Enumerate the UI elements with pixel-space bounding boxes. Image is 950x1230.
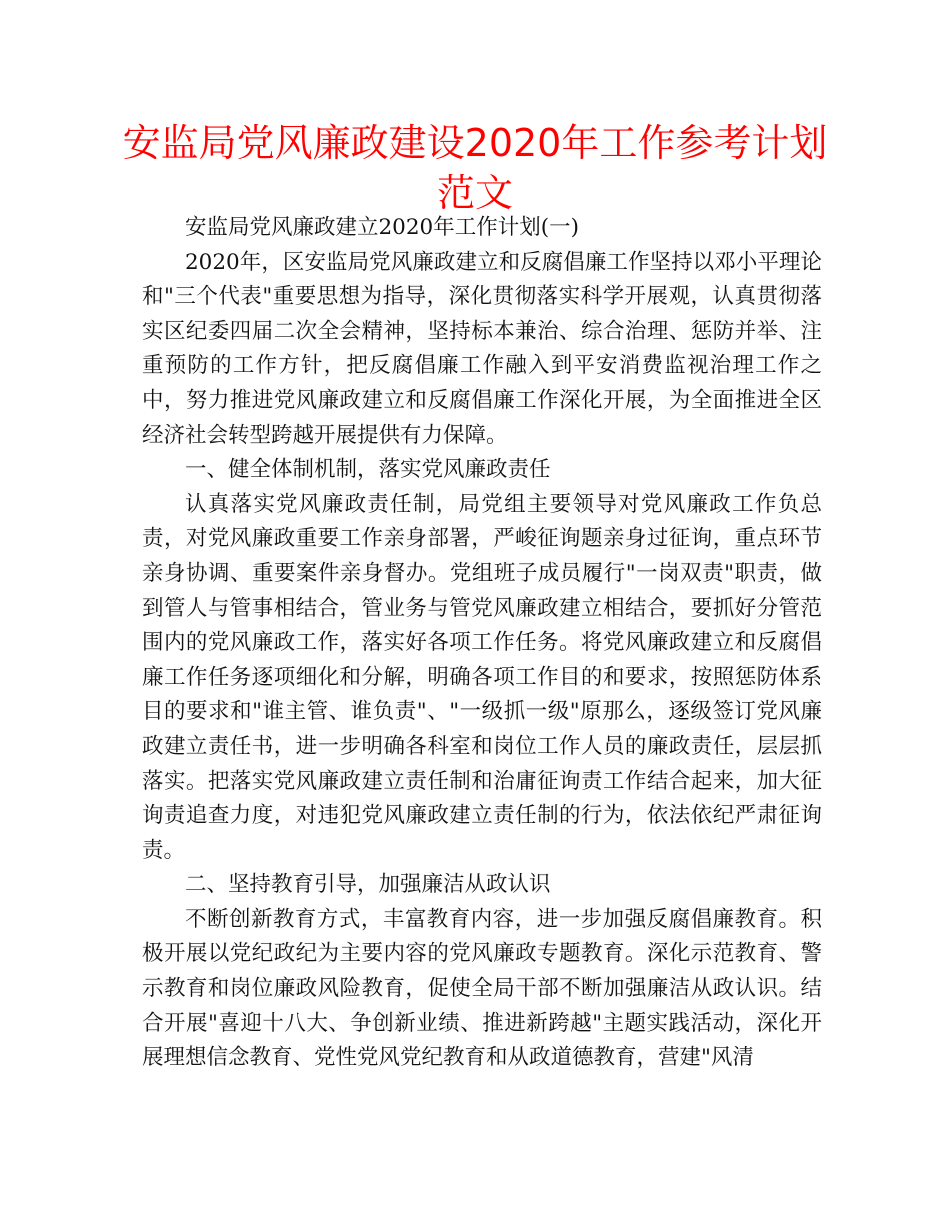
document-subtitle: 安监局党风廉政建立2020年工作计划(一): [185, 215, 579, 240]
paragraph-intro: 2020年，区安监局党风廉政建立和反腐倡廉工作坚持以邓小平理论和"三个代表"重要思想为指导，深化贯彻落实科学开展观，认真贯彻落实区纪委四届二次全会精神，坚持标本兼治、综合治理、惩防并举、注重预防的工作方针，把反腐倡廉工作融入到平安消费监视治理工作之中，努力推进党风廉政建立和反腐倡廉工作深化开展，为全面推进全区经济社会转型跨越开展提供有力保障。: [142, 249, 822, 448]
paragraph-section-2: 不断创新教育方式，丰富教育内容，进一步加强反腐倡廉教育。积极开展以党纪政纪为主要内容的党风廉政专题教育。深化示范教育、警示教育和岗位廉政风险教育，促使全局干部不断加强廉洁从政认识。结合开展"喜迎十八大、争创新业绩、推进新跨越"主题实践活动，深化开展理想信念教育、党性党风党纪教育和从政道德教育，营建"风清: [142, 906, 822, 1071]
section-heading-1: 一、健全体制机制，落实党风廉政责任: [185, 457, 551, 483]
document-title: 安监局党风廉政建设2020年工作参考计划范文: [122, 121, 828, 215]
paragraph-section-1: 认真落实党风廉政责任制，局党组主要领导对党风廉政工作负总责，对党风廉政重要工作亲身部署，严峻征询题亲身过征询，重点环节亲身协调、重要案件亲身督办。党组班子成员履行"一岗双责"职责，做到管人与管事相结合，管业务与管党风廉政建立相结合，要抓好分管范围内的党风廉政工作，落实好各项工作任务。将党风廉政建立和反腐倡廉工作任务逐项细化和分解，明确各项工作目的和要求，按照惩防体系目的要求和"谁主管、谁负责"、"一级抓一级"原那么，逐级签订党风廉政建立责任书，进一步明确各科室和岗位工作人员的廉政责任，层层抓落实。把落实党风廉政建立责任制和治庸征询责工作结合起来，加大征询责追查力度，对违犯党风廉政建立责任制的行为，依法依纪严肃征询责。: [142, 491, 822, 863]
section-heading-2: 二、坚持教育引导，加强廉洁从政认识: [185, 872, 551, 898]
document-body: [142, 211, 822, 1076]
